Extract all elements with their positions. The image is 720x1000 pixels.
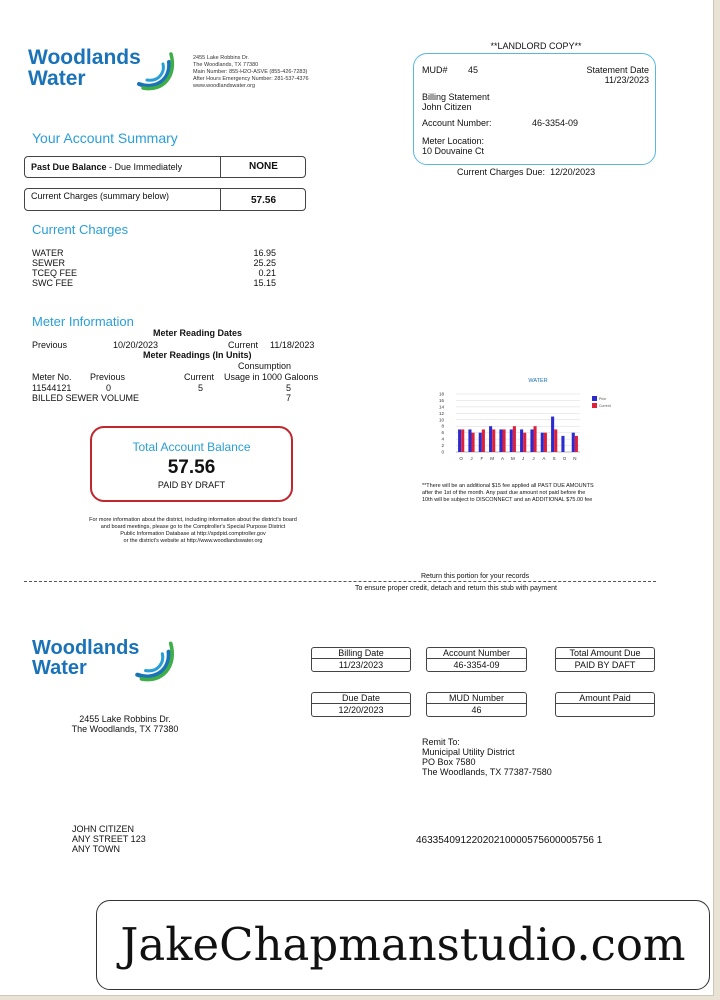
mud-label: MUD# (422, 65, 448, 75)
chart-y-tick-label: 8 (441, 423, 444, 429)
total-balance-label: Total Account Balance (132, 440, 251, 454)
chart-x-tick-label: S (552, 456, 556, 461)
past-due-value: NONE (249, 161, 278, 172)
landlord-box (413, 53, 656, 165)
account-summary-heading: Your Account Summary (32, 130, 178, 146)
chart-y-tick-label: 10 (438, 417, 444, 423)
chart-x-tick-label: J (470, 456, 473, 461)
water-swirl-icon (133, 44, 177, 92)
meter-current-label: Current (228, 340, 259, 350)
water-usage-chart (420, 372, 620, 467)
account-number: 46-3354-09 (532, 118, 579, 128)
meter-readings-title: Meter Readings (In Units) (143, 350, 252, 360)
total-balance-box (90, 426, 293, 502)
current-charges-due: Current Charges Due: 12/20/2023 (457, 167, 596, 177)
chart-legend-label: Current (599, 404, 611, 408)
chart-x-tick-label: M (510, 456, 515, 461)
district-info-text: For more information about the district, including information about the district's board and board meetings, please go to the Comptroller's Special Purpose District Public Information Database at http://spdpid.comptroller.gov or the district's website at http://www.woodlandswater.org (89, 517, 297, 544)
chart-y-tick-label: 18 (438, 391, 444, 397)
chart-y-tick-label: 14 (438, 404, 444, 410)
chart-y-tick-label: 2 (441, 443, 444, 449)
chart-x-tick-label: A (500, 456, 505, 461)
logo-name-line2: Water (28, 67, 86, 90)
meter-location: 10 Douvaine Ct (422, 146, 485, 156)
chart-bar-prior (520, 429, 523, 452)
chart-bar-current (513, 426, 516, 452)
landlord-copy-title: **LANDLORD COPY** (490, 41, 582, 51)
customer-address: JOHN CITIZEN ANY STREET 123 ANY TOWN (72, 824, 146, 854)
current-charges-value: 57.56 (250, 195, 277, 206)
stub-water-swirl-icon (131, 632, 177, 684)
detach-line (24, 581, 656, 582)
mud-value: 45 (468, 65, 479, 75)
chart-x-tick-label: N (573, 456, 577, 461)
statement-date-label: Statement Date (586, 65, 649, 75)
sewer-volume-label: BILLED SEWER VOLUME (32, 393, 140, 403)
chart-bar-prior (479, 433, 482, 452)
statement-date: 11/23/2023 (604, 75, 649, 85)
mud-number-box: MUD Number 46 (426, 692, 527, 717)
meter-prev-reading: 0 (106, 383, 112, 393)
chart-y-tick-label: 16 (438, 397, 444, 403)
meter-reading-dates-title: Meter Reading Dates (153, 328, 243, 338)
chart-y-ticks (439, 392, 445, 455)
watermark-text: JakeChapmanstudio.com (120, 918, 686, 971)
stub-company-logo (32, 632, 177, 684)
chart-legend (592, 396, 611, 408)
chart-legend-swatch (592, 403, 597, 408)
chart-bar-current (544, 433, 547, 452)
due-date-box: Due Date 12/20/2023 (311, 692, 411, 717)
chart-y-tick-label: 6 (441, 430, 444, 436)
meter-curr-reading: 5 (198, 383, 204, 393)
company-logo (28, 44, 177, 92)
chart-bar-current (534, 426, 537, 452)
remit-to-address: Remit To: Municipal Utility District PO Box 7580 The Woodlands, TX 77387-7580 (422, 737, 552, 777)
customer-name: John Citizen (422, 102, 472, 112)
charge-row: TCEQ FEE 0.21 (32, 268, 276, 278)
chart-x-ticks (459, 456, 576, 461)
company-address: 2455 Lake Robbins Dr. The Woodlands, TX 77380 Main Number: 855-H2O-ASVE (855-426-7283) After Hours Emergency Number: 281-537-4376 www.woodlandswater.org (193, 55, 309, 89)
billing-date-box: Billing Date 11/23/2023 (311, 647, 411, 672)
meter-location-label: Meter Location: (422, 136, 485, 146)
charges-list (32, 248, 276, 288)
meter-info-heading: Meter Information (32, 314, 134, 329)
detach-note: To ensure proper credit, detach and return this stub with payment (355, 585, 557, 592)
chart-bar-prior (499, 429, 502, 452)
meter-number: 11544121 (32, 383, 72, 393)
chart-bars (458, 417, 578, 452)
return-note: Return this portion for your records (421, 573, 530, 580)
charge-row: SWC FEE 15.15 (32, 278, 276, 288)
charge-row: WATER 16.95 (32, 248, 276, 258)
chart-x-tick-label: O (459, 456, 463, 461)
account-number-label: Account Number: (422, 118, 492, 128)
stub-company-address: 2455 Lake Robbins Dr. The Woodlands, TX 77380 (71, 714, 179, 734)
chart-y-tick-label: 12 (438, 410, 444, 416)
chart-bar-prior (551, 417, 554, 452)
logo-name-line1: Woodlands (28, 46, 141, 69)
chart-bar-current (523, 433, 526, 452)
chart-bar-prior (489, 426, 492, 452)
chart-bar-current (575, 436, 578, 452)
late-fee-notice: **There will be an additional $15 fee applied all PAST DUE AMOUNTS after the 1st of the month. Any past due amount not paid before the 10th will be subject to DISCONNECT and an ADDITIONAL $75.00 fee (422, 483, 594, 503)
col-meter-no: Meter No. (32, 372, 72, 382)
total-balance-amount: 57.56 (167, 457, 216, 478)
past-due-note: - Due Immediately (106, 162, 183, 172)
meter-current-date: 11/18/2023 (270, 340, 315, 350)
chart-bar-prior (468, 429, 471, 452)
chart-x-tick-label: M (490, 456, 495, 461)
total-balance-note: PAID BY DRAFT (157, 480, 226, 490)
total-due-box: Total Amount Due PAID BY DAFT (555, 647, 655, 672)
chart-title: WATER (528, 378, 548, 384)
col-previous: Previous (90, 372, 126, 382)
current-charges-row (24, 188, 306, 211)
chart-bar-prior (530, 429, 533, 452)
chart-bar-current (492, 429, 495, 452)
meter-previous-label: Previous (32, 340, 68, 350)
stub-logo-line1: Woodlands (32, 637, 140, 659)
chart-legend-label: Prior (599, 397, 607, 401)
chart-bar-prior (510, 429, 513, 452)
scanline: 46335409122020210000575600005756 1 (416, 835, 603, 846)
chart-x-tick-label: A (542, 456, 546, 461)
chart-bar-current (503, 429, 506, 452)
amount-paid-box[interactable]: Amount Paid (555, 692, 655, 717)
watermark-box (96, 900, 710, 990)
chart-bar-prior (561, 436, 564, 452)
chart-bar-prior (458, 429, 461, 452)
chart-y-tick-label: 4 (441, 436, 444, 442)
chart-y-tick-label: 0 (441, 449, 444, 455)
past-due-row (24, 156, 306, 178)
stub-logo-line2: Water (32, 657, 87, 679)
chart-bar-current (554, 429, 557, 452)
charge-row: SEWER 25.25 (32, 258, 276, 268)
past-due-label: Past Due Balance (31, 162, 107, 172)
chart-x-tick-label: J (522, 456, 525, 461)
consumption-label: Consumption (238, 361, 292, 371)
chart-bar-current (461, 429, 464, 452)
meter-usage: 5 (286, 383, 292, 393)
chart-bar-current (472, 433, 475, 452)
chart-legend-swatch (592, 396, 597, 401)
chart-bar-prior (572, 433, 575, 452)
stub-account-number-box: Account Number 46-3354-09 (426, 647, 527, 672)
meter-previous-date: 10/20/2023 (113, 340, 159, 350)
col-current: Current (184, 372, 215, 382)
amount-paid-field[interactable] (556, 704, 654, 716)
current-charges-heading: Current Charges (32, 222, 129, 237)
current-charges-label: Current Charges (summary below) (31, 191, 170, 201)
sewer-volume-value: 7 (286, 393, 292, 403)
chart-bar-current (482, 429, 485, 452)
col-usage: Usage in 1000 Galoons (224, 372, 319, 382)
chart-x-tick-label: F (480, 456, 484, 461)
chart-bar-prior (541, 433, 544, 452)
chart-x-tick-label: J (532, 456, 535, 461)
chart-x-tick-label: O (562, 456, 567, 461)
billing-statement-label: Billing Statement (422, 92, 490, 102)
